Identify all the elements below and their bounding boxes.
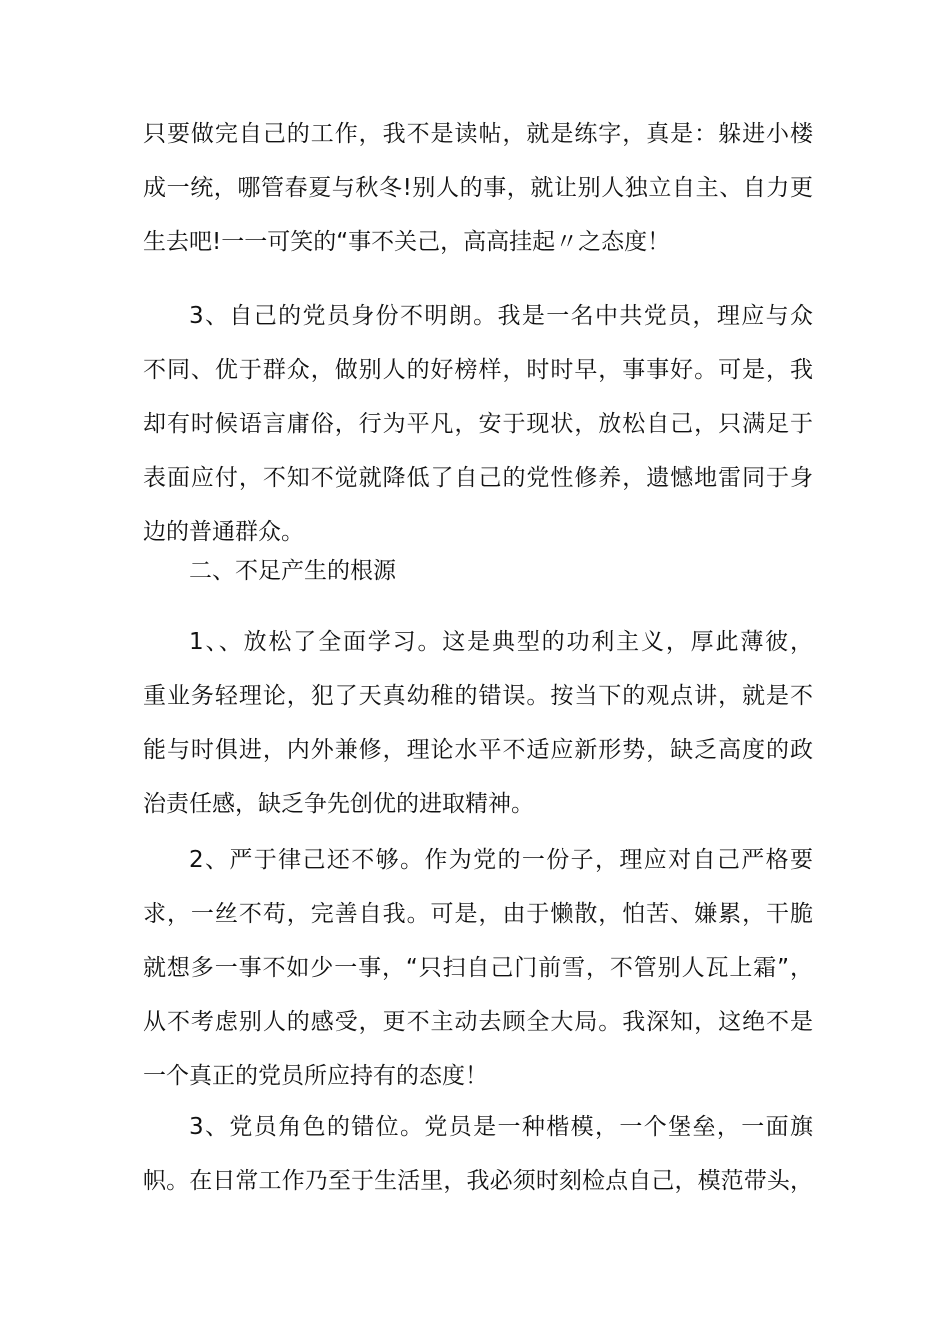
paragraph-party-identity [143, 289, 813, 559]
text-line: 2、严于律己还不够。作为党的一份子，理应对自己严格要 [189, 847, 813, 873]
text-line: 却有时候语言庸俗，行为平凡，安于现状，放松自己，只满足于 [143, 411, 813, 437]
text-line: 从不考虑别人的感受，更不主动去顾全大局。我深知，这绝不是 [143, 1009, 813, 1035]
text-line: 3、党员角色的错位。党员是一种楷模，一个堡垒，一面旗 [189, 1114, 813, 1140]
text-line: 生去吧!一一可笑的“事不关己，高高挂起〃之态度！ [143, 229, 671, 255]
section-heading: 二、不足产生的根源 [189, 558, 396, 584]
text-line: 能与时俱进，内外兼修，理论水平不适应新形势，缺乏高度的政 [143, 737, 813, 763]
text-line: 只要做完自己的工作，我不是读帖，就是练字，真是：躲进小楼 [143, 121, 813, 147]
text-line: 3、自己的党员身份不明朗。我是一名中共党员，理应与众 [189, 303, 813, 329]
text-line: 帜。在日常工作乃至于生活里，我必须时刻检点自己，模范带头， [143, 1168, 813, 1194]
text-line: 表面应付，不知不觉就降低了自己的党性修养，遗憾地雷同于身 [143, 465, 813, 491]
text-line: 求，一丝不苟，完善自我。可是，由于懒散，怕苦、嫌累，干脆 [143, 901, 813, 927]
section-heading-root-causes [143, 544, 813, 598]
paragraph-role-misplacement [143, 1100, 813, 1208]
paragraph-work-attitude [143, 107, 813, 269]
text-line: 重业务轻理论，犯了天真幼稚的错误。按当下的观点讲，就是不 [143, 683, 813, 709]
paragraph-learning [143, 615, 813, 831]
text-line: 不同、优于群众，做别人的好榜样，时时早，事事好。可是，我 [143, 357, 813, 383]
text-line: 就想多一事不如少一事，“只扫自己门前雪，不管别人瓦上霜”， [143, 955, 813, 981]
text-line: 边的普通群众。 [143, 519, 304, 545]
paragraph-self-discipline [143, 833, 813, 1103]
text-line: 1、、放松了全面学习。这是典型的功利主义，厚此薄彼， [189, 629, 813, 655]
text-line: 一个真正的党员所应持有的态度！ [143, 1063, 488, 1089]
text-line: 治责任感，缺乏争先创优的进取精神。 [143, 791, 534, 817]
text-line: 成一统，哪管春夏与秋冬!别人的事，就让别人独立自主、自力更 [143, 175, 813, 201]
